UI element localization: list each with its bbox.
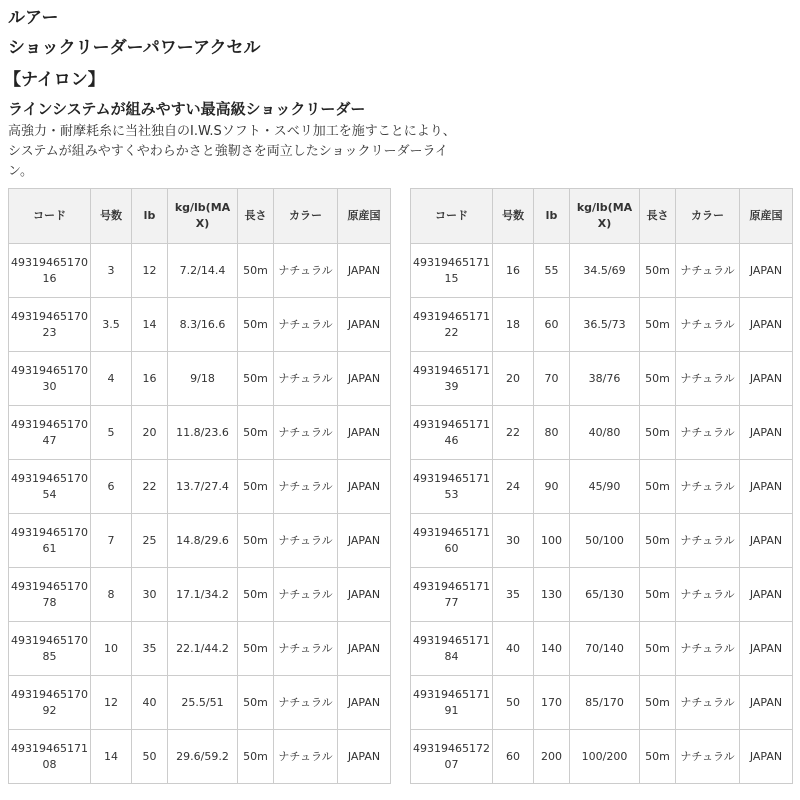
cell-code: 4931946517191 (411, 676, 493, 730)
header-length: 長さ (640, 189, 676, 244)
table-row (9, 514, 391, 568)
cell-origin: JAPAN (338, 352, 391, 406)
cell-number: 24 (493, 460, 534, 514)
cell-number: 20 (493, 352, 534, 406)
table-row (411, 406, 793, 460)
cell-code: 4931946517146 (411, 406, 493, 460)
cell-length: 50m (238, 352, 274, 406)
cell-color: ナチュラル (274, 244, 338, 298)
cell-lb: 16 (132, 352, 168, 406)
cell-length: 50m (640, 568, 676, 622)
cell-number: 5 (91, 406, 132, 460)
cell-lb: 130 (534, 568, 570, 622)
cell-origin: JAPAN (740, 676, 793, 730)
cell-number: 50 (493, 676, 534, 730)
cell-number: 22 (493, 406, 534, 460)
cell-origin: JAPAN (338, 514, 391, 568)
cell-lb: 60 (534, 298, 570, 352)
cell-kg-lb: 100/200 (570, 730, 640, 784)
cell-kg-lb: 29.6/59.2 (168, 730, 238, 784)
cell-length: 50m (238, 460, 274, 514)
table-row (9, 244, 391, 298)
cell-code: 4931946517047 (9, 406, 91, 460)
cell-code: 4931946517061 (9, 514, 91, 568)
table-row (411, 460, 793, 514)
cell-color: ナチュラル (274, 514, 338, 568)
cell-color: ナチュラル (274, 568, 338, 622)
cell-lb: 55 (534, 244, 570, 298)
cell-color: ナチュラル (676, 568, 740, 622)
cell-lb: 70 (534, 352, 570, 406)
table-row (411, 298, 793, 352)
table-row (411, 514, 793, 568)
header-color: カラー (274, 189, 338, 244)
product-description (8, 122, 478, 182)
cell-kg-lb: 45/90 (570, 460, 640, 514)
cell-lb: 35 (132, 622, 168, 676)
header-kg-lb: kg/lb(MAX) (168, 189, 238, 244)
cell-number: 4 (91, 352, 132, 406)
description-line: ン。 (8, 164, 33, 179)
header-length: 長さ (238, 189, 274, 244)
cell-kg-lb: 22.1/44.2 (168, 622, 238, 676)
cell-kg-lb: 36.5/73 (570, 298, 640, 352)
cell-number: 35 (493, 568, 534, 622)
header-number: 号数 (493, 189, 534, 244)
cell-color: ナチュラル (274, 622, 338, 676)
cell-kg-lb: 14.8/29.6 (168, 514, 238, 568)
table-row (411, 244, 793, 298)
cell-lb: 90 (534, 460, 570, 514)
cell-color: ナチュラル (676, 460, 740, 514)
cell-number: 40 (493, 622, 534, 676)
product-title: ショックリーダーパワーアクセル (8, 38, 261, 58)
cell-origin: JAPAN (338, 298, 391, 352)
cell-number: 30 (493, 514, 534, 568)
cell-color: ナチュラル (274, 298, 338, 352)
cell-origin: JAPAN (740, 622, 793, 676)
cell-kg-lb: 8.3/16.6 (168, 298, 238, 352)
cell-origin: JAPAN (740, 514, 793, 568)
table-row (411, 730, 793, 784)
cell-origin: JAPAN (338, 406, 391, 460)
cell-length: 50m (238, 244, 274, 298)
cell-code: 4931946517115 (411, 244, 493, 298)
table-row (9, 730, 391, 784)
header-code: コード (411, 189, 493, 244)
table-row (411, 622, 793, 676)
cell-origin: JAPAN (338, 568, 391, 622)
cell-origin: JAPAN (338, 244, 391, 298)
cell-color: ナチュラル (274, 406, 338, 460)
cell-code: 4931946517207 (411, 730, 493, 784)
cell-kg-lb: 7.2/14.4 (168, 244, 238, 298)
table-header-row (411, 189, 793, 244)
cell-length: 50m (640, 298, 676, 352)
table-row (9, 406, 391, 460)
cell-lb: 14 (132, 298, 168, 352)
cell-lb: 12 (132, 244, 168, 298)
cell-length: 50m (238, 730, 274, 784)
cell-lb: 80 (534, 406, 570, 460)
table-row (9, 622, 391, 676)
cell-origin: JAPAN (740, 298, 793, 352)
cell-code: 4931946517139 (411, 352, 493, 406)
cell-code: 4931946517078 (9, 568, 91, 622)
cell-lb: 50 (132, 730, 168, 784)
cell-kg-lb: 38/76 (570, 352, 640, 406)
cell-lb: 200 (534, 730, 570, 784)
product-headline: ラインシステムが組みやすい最高級ショックリーダー (8, 100, 366, 118)
cell-length: 50m (640, 406, 676, 460)
cell-origin: JAPAN (338, 622, 391, 676)
cell-number: 6 (91, 460, 132, 514)
table-row (9, 352, 391, 406)
cell-color: ナチュラル (274, 460, 338, 514)
cell-color: ナチュラル (676, 622, 740, 676)
cell-kg-lb: 50/100 (570, 514, 640, 568)
cell-lb: 25 (132, 514, 168, 568)
cell-color: ナチュラル (676, 514, 740, 568)
cell-kg-lb: 85/170 (570, 676, 640, 730)
cell-color: ナチュラル (676, 298, 740, 352)
cell-lb: 100 (534, 514, 570, 568)
header-origin: 原産国 (338, 189, 391, 244)
cell-code: 4931946517177 (411, 568, 493, 622)
table-row (9, 568, 391, 622)
cell-origin: JAPAN (740, 352, 793, 406)
cell-code: 4931946517030 (9, 352, 91, 406)
cell-color: ナチュラル (274, 676, 338, 730)
cell-number: 18 (493, 298, 534, 352)
cell-origin: JAPAN (338, 730, 391, 784)
cell-lb: 140 (534, 622, 570, 676)
cell-color: ナチュラル (676, 730, 740, 784)
cell-lb: 20 (132, 406, 168, 460)
cell-color: ナチュラル (676, 676, 740, 730)
cell-number: 7 (91, 514, 132, 568)
cell-code: 4931946517092 (9, 676, 91, 730)
cell-kg-lb: 70/140 (570, 622, 640, 676)
cell-length: 50m (640, 730, 676, 784)
cell-color: ナチュラル (274, 730, 338, 784)
header-color: カラー (676, 189, 740, 244)
table-row (9, 460, 391, 514)
cell-code: 4931946517184 (411, 622, 493, 676)
table-row (411, 676, 793, 730)
cell-length: 50m (640, 244, 676, 298)
cell-number: 8 (91, 568, 132, 622)
cell-length: 50m (238, 406, 274, 460)
header-kg-lb: kg/lb(MAX) (570, 189, 640, 244)
table-row (9, 298, 391, 352)
cell-kg-lb: 25.5/51 (168, 676, 238, 730)
cell-length: 50m (640, 460, 676, 514)
cell-origin: JAPAN (740, 244, 793, 298)
cell-length: 50m (238, 676, 274, 730)
cell-kg-lb: 40/80 (570, 406, 640, 460)
cell-code: 4931946517108 (9, 730, 91, 784)
header-number: 号数 (91, 189, 132, 244)
spec-table-right (410, 188, 793, 784)
cell-origin: JAPAN (740, 730, 793, 784)
cell-kg-lb: 9/18 (168, 352, 238, 406)
cell-color: ナチュラル (676, 244, 740, 298)
cell-lb: 30 (132, 568, 168, 622)
cell-origin: JAPAN (740, 460, 793, 514)
header-lb: lb (534, 189, 570, 244)
cell-code: 4931946517023 (9, 298, 91, 352)
cell-origin: JAPAN (740, 406, 793, 460)
cell-color: ナチュラル (676, 352, 740, 406)
cell-color: ナチュラル (676, 406, 740, 460)
cell-number: 10 (91, 622, 132, 676)
header-code: コード (9, 189, 91, 244)
cell-code: 4931946517122 (411, 298, 493, 352)
cell-number: 3 (91, 244, 132, 298)
cell-origin: JAPAN (338, 676, 391, 730)
cell-length: 50m (238, 298, 274, 352)
cell-code: 4931946517016 (9, 244, 91, 298)
cell-number: 14 (91, 730, 132, 784)
cell-lb: 170 (534, 676, 570, 730)
cell-kg-lb: 11.8/23.6 (168, 406, 238, 460)
cell-code: 4931946517160 (411, 514, 493, 568)
description-line: 高強力・耐摩耗糸に当社独自のI.W.Sソフト・スベリ加工を施すことにより、 (8, 124, 456, 139)
cell-length: 50m (640, 352, 676, 406)
cell-number: 60 (493, 730, 534, 784)
cell-length: 50m (640, 514, 676, 568)
table-header-row (9, 189, 391, 244)
cell-length: 50m (238, 622, 274, 676)
table-row (411, 352, 793, 406)
cell-origin: JAPAN (338, 460, 391, 514)
table-row (411, 568, 793, 622)
cell-lb: 40 (132, 676, 168, 730)
cell-origin: JAPAN (740, 568, 793, 622)
cell-kg-lb: 65/130 (570, 568, 640, 622)
cell-kg-lb: 13.7/27.4 (168, 460, 238, 514)
cell-length: 50m (238, 514, 274, 568)
spec-table-left (8, 188, 391, 784)
header-lb: lb (132, 189, 168, 244)
cell-number: 16 (493, 244, 534, 298)
category-title: ルアー (8, 8, 59, 28)
cell-length: 50m (640, 622, 676, 676)
cell-color: ナチュラル (274, 352, 338, 406)
cell-code: 4931946517085 (9, 622, 91, 676)
cell-kg-lb: 17.1/34.2 (168, 568, 238, 622)
header-origin: 原産国 (740, 189, 793, 244)
cell-code: 4931946517153 (411, 460, 493, 514)
cell-code: 4931946517054 (9, 460, 91, 514)
cell-number: 12 (91, 676, 132, 730)
cell-length: 50m (238, 568, 274, 622)
subtype-label: 【ナイロン】 (4, 70, 105, 90)
table-row (9, 676, 391, 730)
cell-number: 3.5 (91, 298, 132, 352)
cell-lb: 22 (132, 460, 168, 514)
cell-length: 50m (640, 676, 676, 730)
cell-kg-lb: 34.5/69 (570, 244, 640, 298)
description-line: システムが組みやすくやわらかさと強靭さを両立したショックリーダーライ (8, 144, 449, 159)
